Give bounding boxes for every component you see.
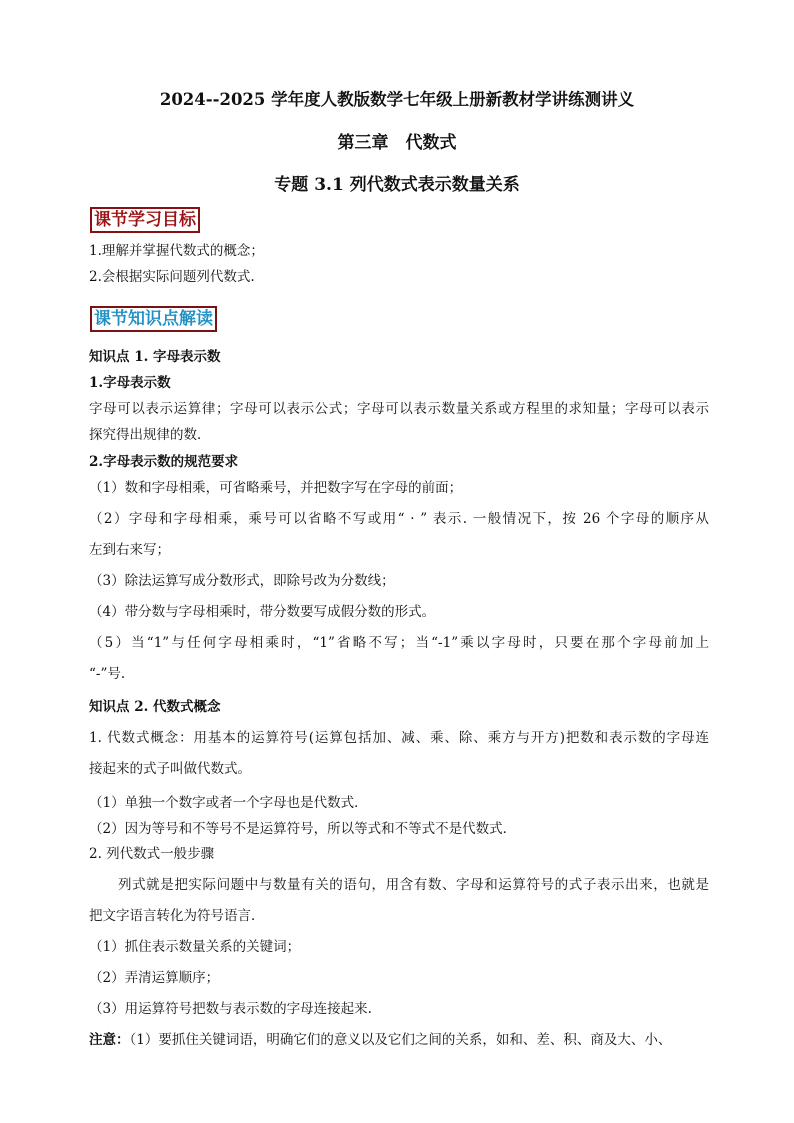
kp1-subheading: 1.字母表示数 (89, 375, 171, 391)
document-title: 2024--2025 学年度人教版数学七年级上册新教材学讲练测讲义 (159, 90, 635, 109)
rule-item: （2）字母和字母相乘，乘号可以省略不写或用“ · ” 表示. 一般情况下，按 26 个字母的顺序从 (89, 511, 709, 527)
rule-item: （1）数和字母相乘，可省略乘号，并把数字写在字母的前面； (89, 480, 463, 496)
rule-item: （5）当“1”与任何字母相乘时，“1”省略不写；当“-1”乘以字母时，只要在那个字母前加上 (89, 635, 709, 651)
concept-note: （2）因为等号和不等号不是运算符号，所以等式和不等式不是代数式． (89, 821, 517, 837)
paragraph-line: 把文字语言转化为符号语言． (89, 908, 265, 924)
step-item: （3）用运算符号把数与表示数的字母连接起来. (89, 1001, 372, 1017)
paragraph-line: 探究得出规律的数． (89, 427, 211, 443)
paragraph-line: 列式就是把实际问题中与数量有关的语句，用含有数、字母和运算符号的式子表示出来，也就是 (118, 877, 709, 893)
steps-title: 2. 列代数式一般步骤 (89, 846, 215, 862)
knowledge-points-box: 课节知识点解读 (90, 306, 217, 332)
paragraph-line: 1. 代数式概念：用基本的运算符号(运算包括加、减、乘、除、乘方与开方)把数和表示数的字母连 (89, 730, 709, 746)
learning-goals-box: 课节学习目标 (90, 207, 200, 233)
chapter-title: 第三章 代数式 (337, 133, 457, 153)
note-line (89, 1030, 709, 1050)
rule-item-continued: “-”号. (89, 666, 126, 682)
paragraph-line: 字母可以表示运算律；字母可以表示公式；字母可以表示数量关系或方程里的求知量；字母可以表示 (89, 401, 709, 417)
kp1-subheading: 2.字母表示数的规范要求 (89, 454, 239, 470)
concept-note: （1）单独一个数字或者一个字母也是代数式． (89, 795, 368, 811)
paragraph-line: 接起来的式子叫做代数式。 (89, 761, 251, 777)
rule-item: （4）带分数与字母相乘时，带分数要写成假分数的形式。 (89, 604, 436, 620)
goal-item: 1.理解并掌握代数式的概念； (89, 243, 264, 259)
rule-item: （3）除法运算写成分数形式，即除号改为分数线； (89, 573, 395, 589)
kp1-title: 知识点 1. 字母表示数 (89, 349, 221, 365)
note-label: 注意： (89, 1032, 130, 1048)
rule-item-continued: 左到右来写； (89, 542, 170, 558)
topic-title: 专题 3.1 列代数式表示数量关系 (274, 175, 520, 195)
step-item: （2）弄清运算顺序； (89, 970, 220, 986)
goal-item: 2.会根据实际问题列代数式. (89, 269, 255, 285)
kp2-title: 知识点 2. 代数式概念 (89, 699, 221, 715)
note-text: （1）要抓住关键词语，明确它们的意义以及它们之间的关系，如和、差、积、商及大、小、 (129, 1032, 672, 1048)
step-item: （1）抓住表示数量关系的关键词； (89, 939, 301, 955)
